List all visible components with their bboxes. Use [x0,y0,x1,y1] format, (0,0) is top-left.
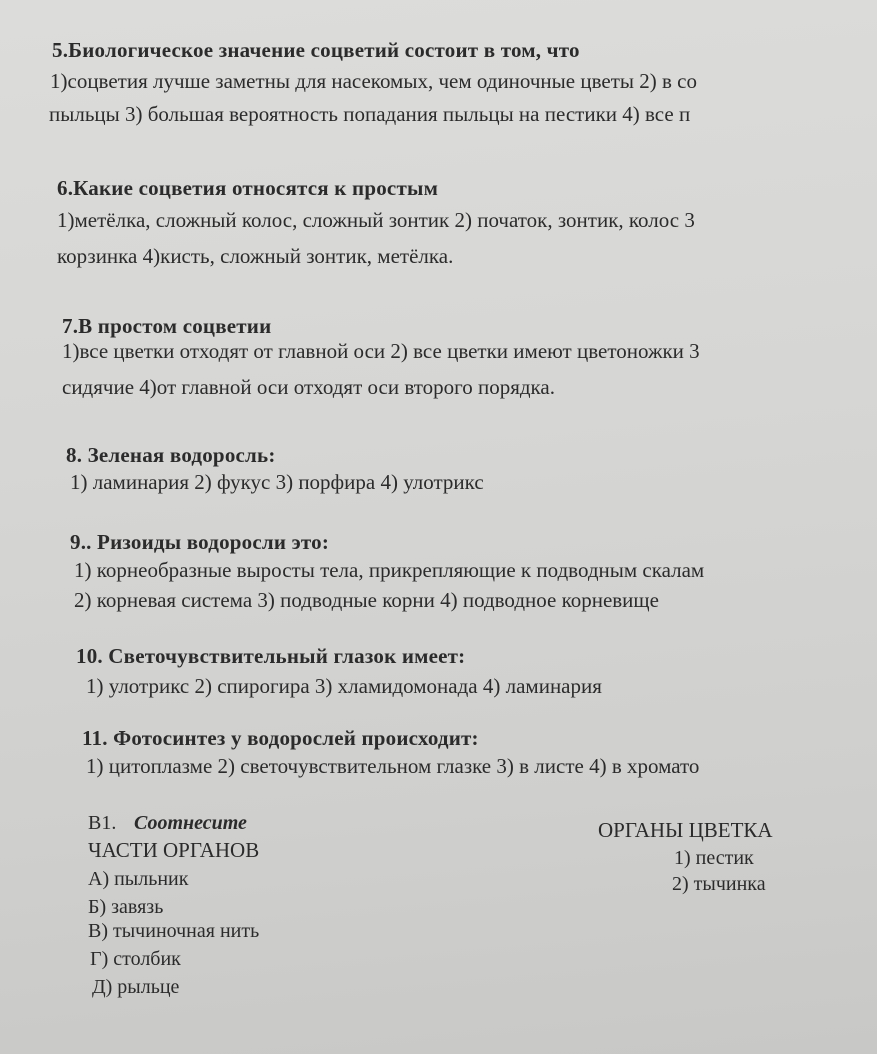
question-title: 5.Биологическое значение соцветий состоит в том, что [52,38,580,62]
question-answer-line: пыльцы 3) большая вероятность попадания пыльцы на пестики 4) все п [49,102,691,126]
question-title: 9.. Ризоиды водоросли это: [70,530,330,554]
question-answer-line: 1)все цветки отходят от главной оси 2) все цветки имеют цветоножки 3 [62,339,700,363]
question-answer-line: 1) улотрикс 2) спирогира 3) хламидомонада 4) ламинария [86,674,602,698]
task-instruction: Соотнесите [134,812,247,834]
question-title: 11. Фотосинтез у водорослей происходит: [82,726,479,750]
question-title: 10. Светочувствительный глазок имеет: [76,644,466,668]
question-answer-line: 2) корневая система 3) подводные корни 4) подводное корневище [74,588,659,612]
question-title: 8. Зеленая водоросль: [66,443,276,467]
question-answer-line: 1) ламинария 2) фукус 3) порфира 4) улотрикс [70,470,484,494]
question-answer-line: корзинка 4)кисть, сложный зонтик, метёлка. [57,244,454,268]
question-answer-line: 1) корнеобразные выросты тела, прикрепляющие к подводным скалам [74,558,705,582]
left-column-item: В) тычиночная нить [88,920,260,942]
left-column-item: Б) завязь [88,896,164,918]
question-answer-line: 1)соцветия лучше заметны для насекомых, чем одиночные цветы 2) в со [50,69,697,93]
right-column-item: 2) тычинка [672,873,766,895]
question-title: 7.В простом соцветии [62,314,272,338]
left-column-item: Д) рыльце [92,976,180,998]
question-answer-line: сидячие 4)от главной оси отходят оси второго порядка. [62,375,556,399]
question-answer-line: 1) цитоплазме 2) светочувствительном глазке 3) в листе 4) в хромато [86,754,700,778]
left-column-heading: ЧАСТИ ОРГАНОВ [88,838,260,862]
question-title: 6.Какие соцветия относятся к простым [57,176,439,200]
right-column-heading: ОРГАНЫ ЦВЕТКА [598,818,773,842]
question-answer-line: 1)метёлка, сложный колос, сложный зонтик 2) початок, зонтик, колос 3 [57,208,695,232]
left-column-item: А) пыльник [88,868,189,890]
task-number: В1. [88,812,117,834]
right-column-item: 1) пестик [674,847,754,869]
left-column-item: Г) столбик [90,948,181,970]
